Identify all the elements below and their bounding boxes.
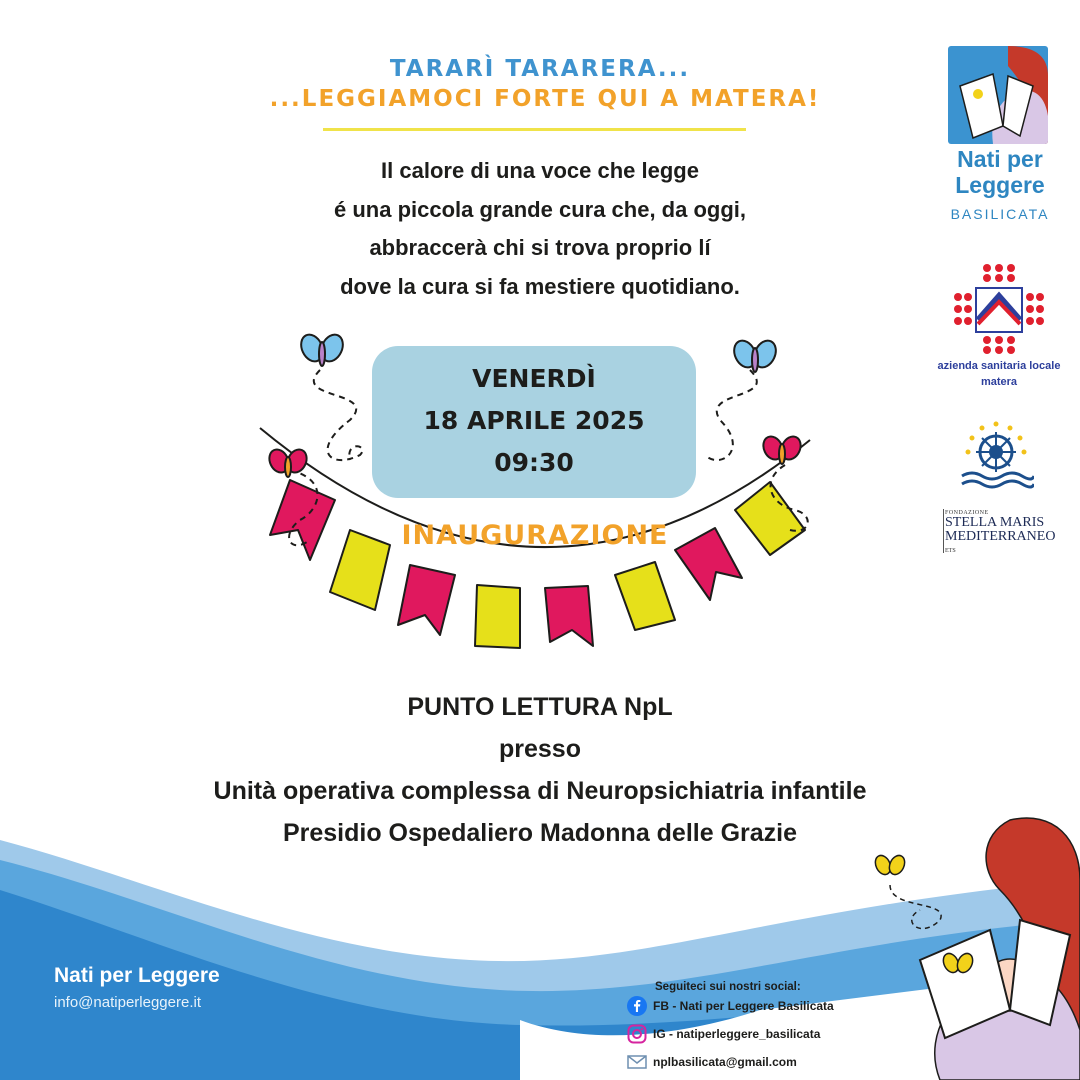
intro-line: abbraccerà chi si trova proprio lí <box>369 235 711 260</box>
title-line-2: ...LEGGIAMOCI FORTE QUI A MATERA! <box>269 86 821 112</box>
flag <box>270 480 335 560</box>
flag <box>475 585 520 648</box>
facebook-icon <box>627 996 647 1016</box>
intro-line: Il calore di una voce che legge <box>381 158 699 183</box>
asl-logo-text <box>926 358 1072 390</box>
location-unit: Unità operativa complessa di Neuropsichiatria infantile <box>213 777 867 805</box>
event-date: 18 APRILE 2025 <box>423 406 645 435</box>
location-title: PUNTO LETTURA NpL <box>407 693 673 721</box>
event-day: VENERDÌ <box>472 364 596 393</box>
stella-maris-divider <box>943 509 944 553</box>
stella-maris-name <box>945 516 1055 544</box>
intro-text <box>240 152 840 306</box>
facebook-label: FB - Nati per Leggere Basilicata <box>653 999 834 1013</box>
location-hospital: Presidio Ospedaliero Madonna delle Grazie <box>282 819 798 847</box>
email-label: nplbasilicata@gmail.com <box>653 1055 797 1069</box>
npl-logo-name <box>930 146 1070 198</box>
stella-maris-line: MEDITERRANEO <box>945 529 1056 544</box>
asl-logo-line: azienda sanitaria locale <box>937 360 1061 372</box>
flag <box>735 482 805 555</box>
social-heading: Seguiteci sui nostri social: <box>655 981 801 993</box>
event-label: INAUGURAZIONE <box>401 520 669 551</box>
instagram-link[interactable] <box>627 1023 820 1045</box>
npl-logo <box>948 46 1048 144</box>
event-date-box <box>372 346 696 498</box>
stella-maris-logo <box>958 420 1034 492</box>
mail-icon <box>627 1054 647 1070</box>
butterfly-icon <box>297 331 347 366</box>
intro-line: é una piccola grande cura che, da oggi, <box>334 196 746 222</box>
butterfly-icon <box>730 337 780 372</box>
stella-maris-foundation: FONDAZIONE <box>945 510 989 516</box>
intro-line: dove la cura si fa mestiere quotidiano. <box>340 273 740 299</box>
email-link[interactable] <box>627 1051 797 1073</box>
instagram-label: IG - natiperleggere_basilicata <box>653 1027 821 1041</box>
asl-logo <box>952 262 1046 354</box>
facebook-link[interactable] <box>627 995 834 1017</box>
footer-brand: Nati per Leggere <box>54 964 220 987</box>
footer-email[interactable]: info@natiperleggere.it <box>54 994 201 1011</box>
npl-logo-line: Leggere <box>955 172 1045 198</box>
npl-logo-region: BASILICATA <box>950 206 1050 222</box>
reading-child-illustration <box>860 810 1080 1080</box>
flag <box>398 565 455 635</box>
npl-logo-line: Nati per <box>957 146 1043 172</box>
butterfly-icon <box>760 433 804 464</box>
event-time: 09:30 <box>494 448 574 477</box>
butterfly-icon <box>872 853 907 877</box>
instagram-icon <box>627 1024 647 1044</box>
title-divider <box>323 128 746 131</box>
stella-maris-line: STELLA MARIS <box>945 515 1045 530</box>
stella-maris-ets: ETS <box>945 548 956 554</box>
asl-logo-line: matera <box>980 376 1018 388</box>
flag <box>615 562 675 630</box>
location-presso: presso <box>499 735 581 763</box>
flag <box>545 586 593 646</box>
title-line-1: TARARÌ TARARERA... <box>389 56 691 82</box>
